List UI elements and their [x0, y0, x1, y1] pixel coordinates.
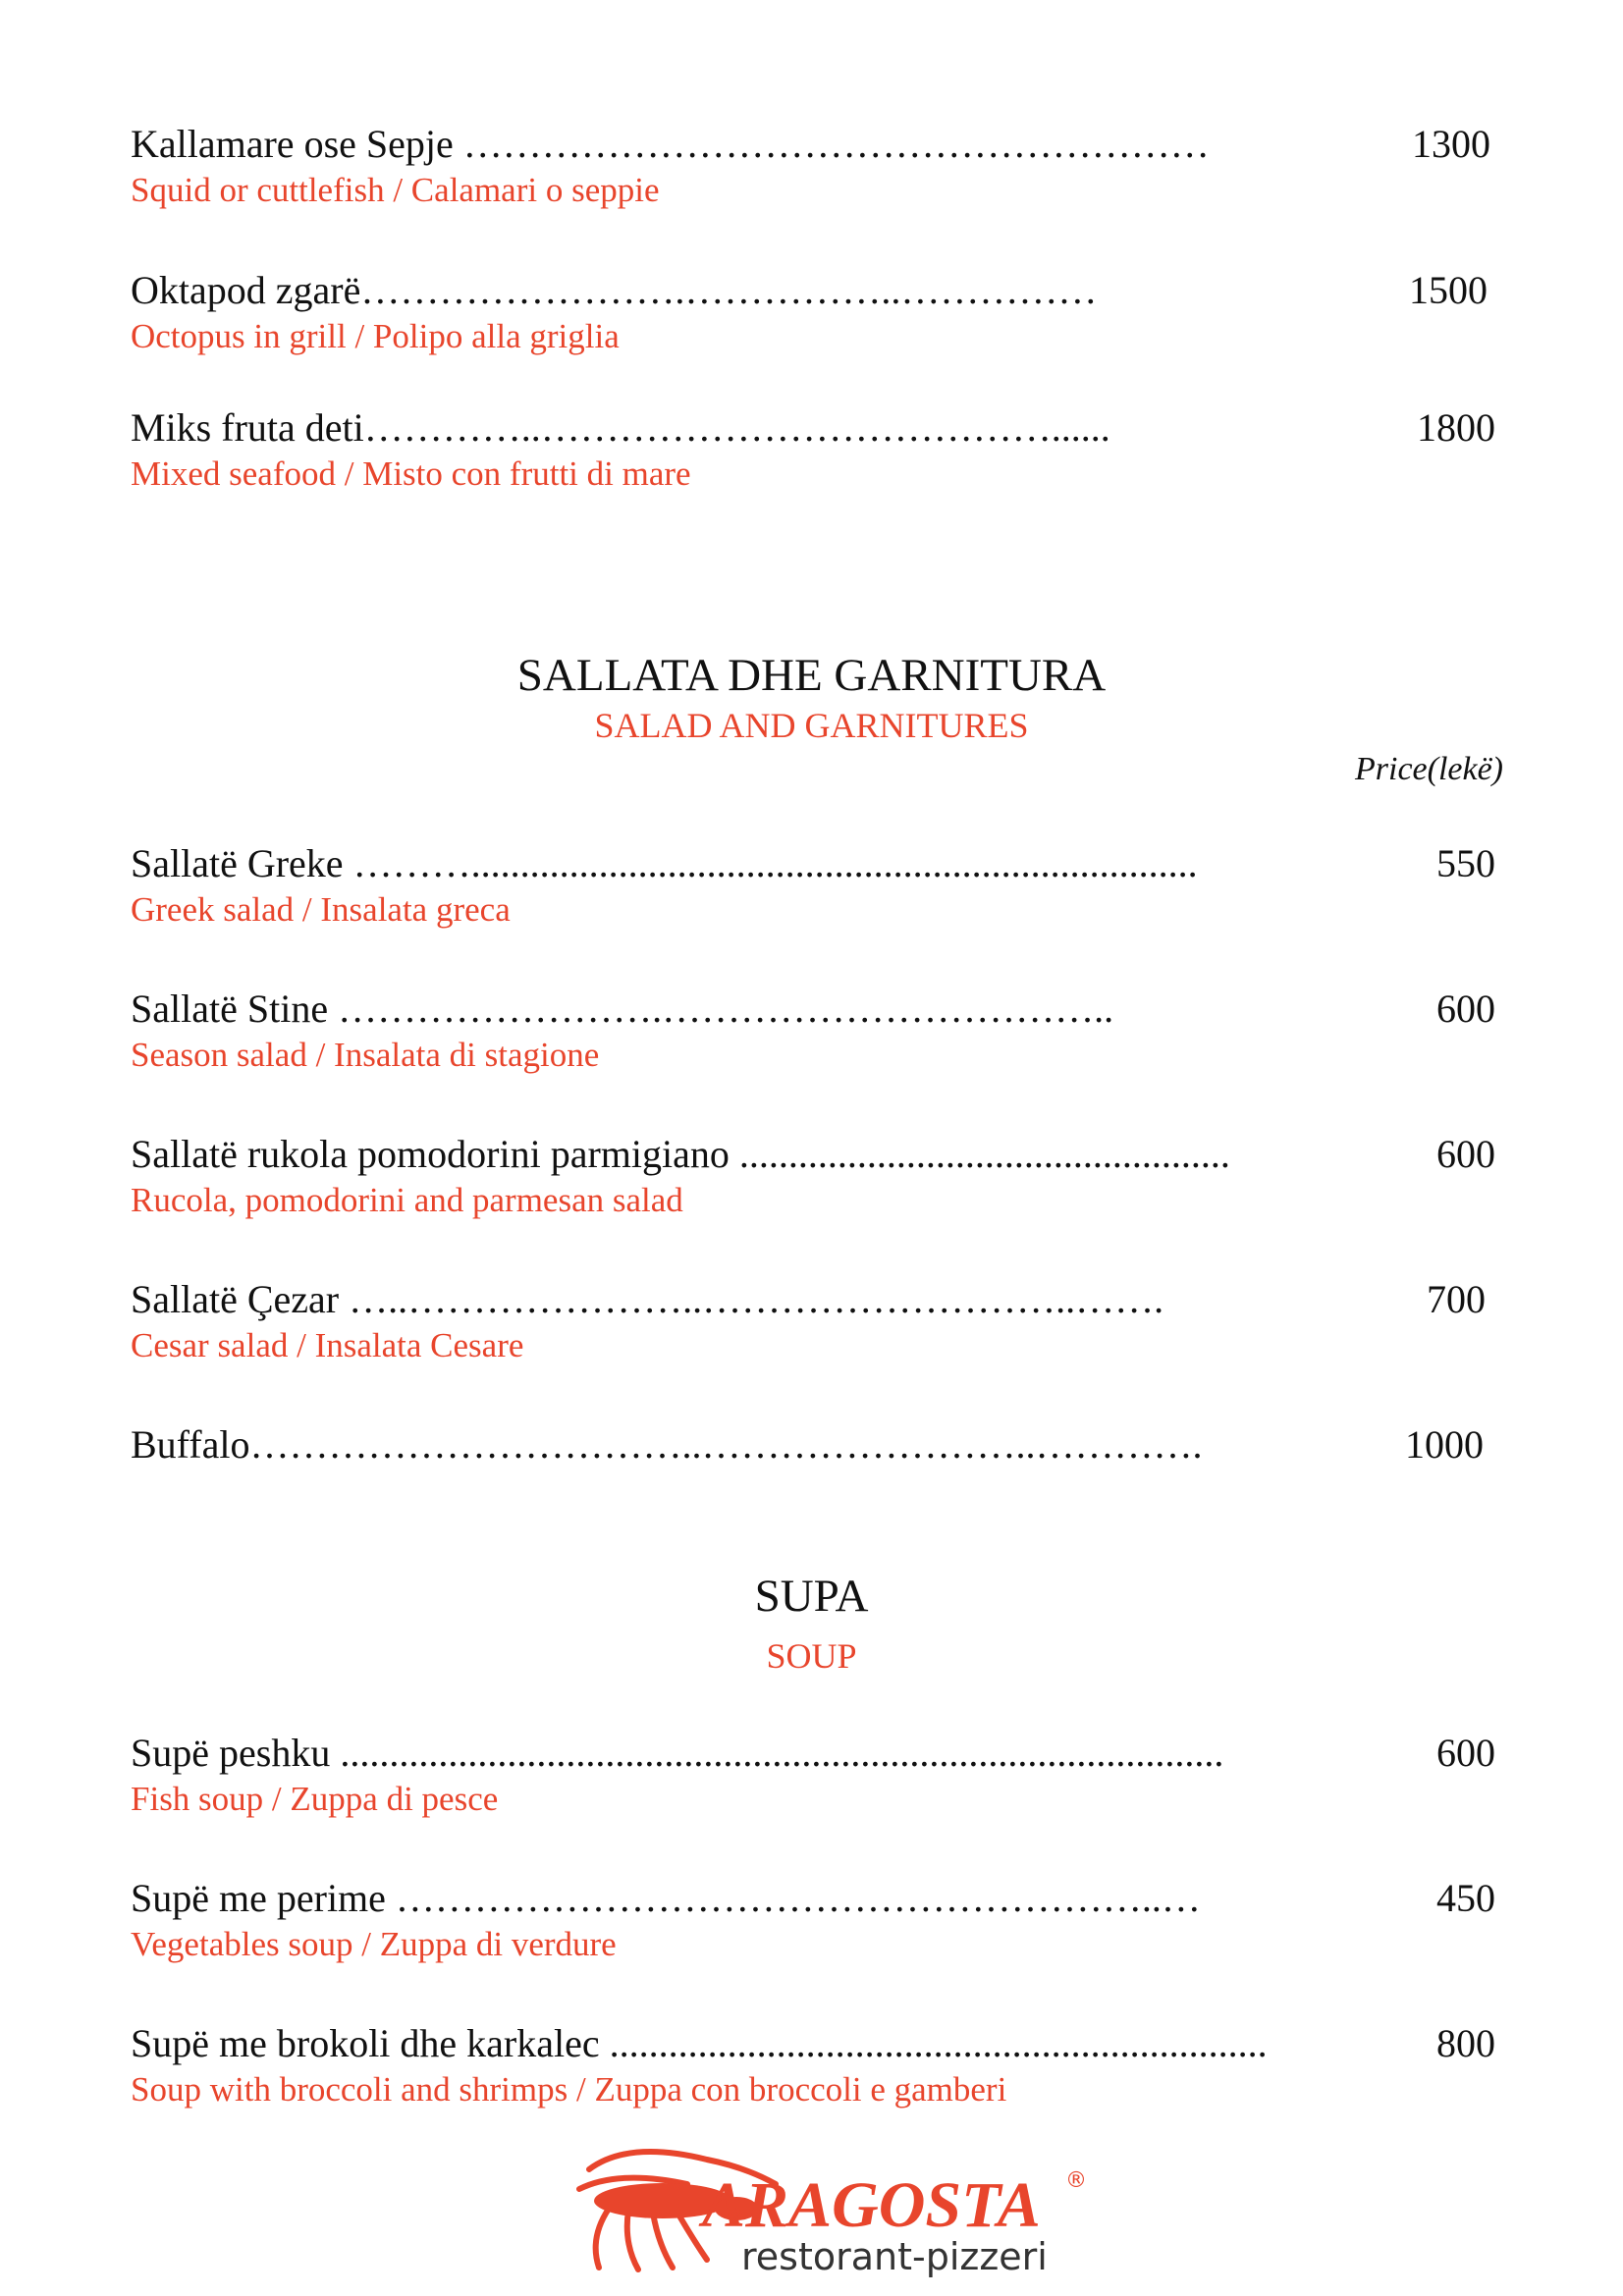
- item-price: 450: [1436, 1876, 1495, 1920]
- menu-item-sallate-stine: [131, 986, 1505, 1076]
- item-name: Oktapod zgarë…………………….……………..……………: [131, 268, 1098, 312]
- menu-item-supe-peshku: [131, 1730, 1505, 1820]
- item-name: Buffalo……………………………..……………………..………….: [131, 1422, 1203, 1467]
- item-name: Supë me brokoli dhe karkalec ...................................................................: [131, 2021, 1268, 2065]
- item-name: Sallatë rukola pomodorini parmigiano ..................................................: [131, 1132, 1230, 1176]
- section-title-soup: SUPA: [754, 1571, 869, 1622]
- item-price: 1000: [1405, 1422, 1484, 1467]
- logo-brand-text: ARAGOSTA: [702, 2169, 1041, 2241]
- item-translation: Fish soup / Zuppa di pesce: [131, 1780, 499, 1818]
- item-price: 700: [1427, 1277, 1486, 1321]
- item-name: Sallatë Stine …………………….……………………………..: [131, 987, 1114, 1031]
- item-translation: Vegetables soup / Zuppa di verdure: [131, 1925, 617, 1963]
- aragosta-logo: [569, 2130, 1087, 2278]
- item-translation: Squid or cuttlefish / Calamari o seppie: [131, 171, 660, 209]
- menu-item-supe-brokoli: [131, 2020, 1505, 2110]
- item-name: Kallamare ose Sepje …………………………………………………: [131, 122, 1210, 166]
- item-price: 1800: [1417, 405, 1495, 450]
- menu-item-sallate-greke: [131, 840, 1505, 931]
- menu-item-miks-fruta: [131, 404, 1505, 495]
- item-translation: Greek salad / Insalata greca: [131, 890, 511, 929]
- item-name: Supë me perime …………………………………………………..…: [131, 1876, 1201, 1920]
- item-name: Miks fruta deti…………..…………………………………......: [131, 405, 1110, 450]
- item-price: 600: [1436, 1132, 1495, 1176]
- menu-item-buffalo: [131, 1421, 1505, 1468]
- item-price: 600: [1436, 987, 1495, 1031]
- menu-item-sallate-cezar: [131, 1276, 1505, 1366]
- item-price: 550: [1436, 841, 1495, 885]
- item-price: 1300: [1412, 122, 1490, 166]
- section-subtitle-salads: SALAD AND GARNITURES: [594, 706, 1029, 745]
- logo-registered-mark: ®: [1065, 2168, 1087, 2193]
- item-price: 800: [1436, 2021, 1495, 2065]
- item-translation: Soup with broccoli and shrimps / Zuppa con broccoli e gamberi: [131, 2070, 1007, 2109]
- menu-item-kallamare: [131, 121, 1505, 211]
- item-translation: Octopus in grill / Polipo alla griglia: [131, 317, 620, 355]
- menu-item-supe-perime: [131, 1875, 1505, 1965]
- price-unit-note: Price(lekë): [1355, 751, 1503, 787]
- item-price: 1500: [1409, 268, 1488, 312]
- item-name: Sallatë Çezar …..…………………..………………………..…….: [131, 1277, 1164, 1321]
- item-translation: Mixed seafood / Misto con frutti di mare: [131, 454, 691, 493]
- logo-tagline: restorant-pizzeri: [741, 2235, 1048, 2278]
- item-price: 600: [1436, 1731, 1495, 1775]
- item-translation: Season salad / Insalata di stagione: [131, 1036, 600, 1074]
- item-translation: Cesar salad / Insalata Cesare: [131, 1326, 524, 1364]
- section-subtitle-soup: SOUP: [766, 1636, 857, 1676]
- item-translation: Rucola, pomodorini and parmesan salad: [131, 1181, 683, 1219]
- item-name: Supë peshku ..........................................................................................: [131, 1731, 1224, 1775]
- menu-item-oktapod: [131, 267, 1505, 357]
- item-name: Sallatë Greke ………..........................................................................: [131, 841, 1198, 885]
- menu-item-sallate-rukola: [131, 1131, 1505, 1221]
- lobster-icon: [569, 2130, 1087, 2278]
- section-title-salads: SALLATA DHE GARNITURA: [516, 650, 1107, 701]
